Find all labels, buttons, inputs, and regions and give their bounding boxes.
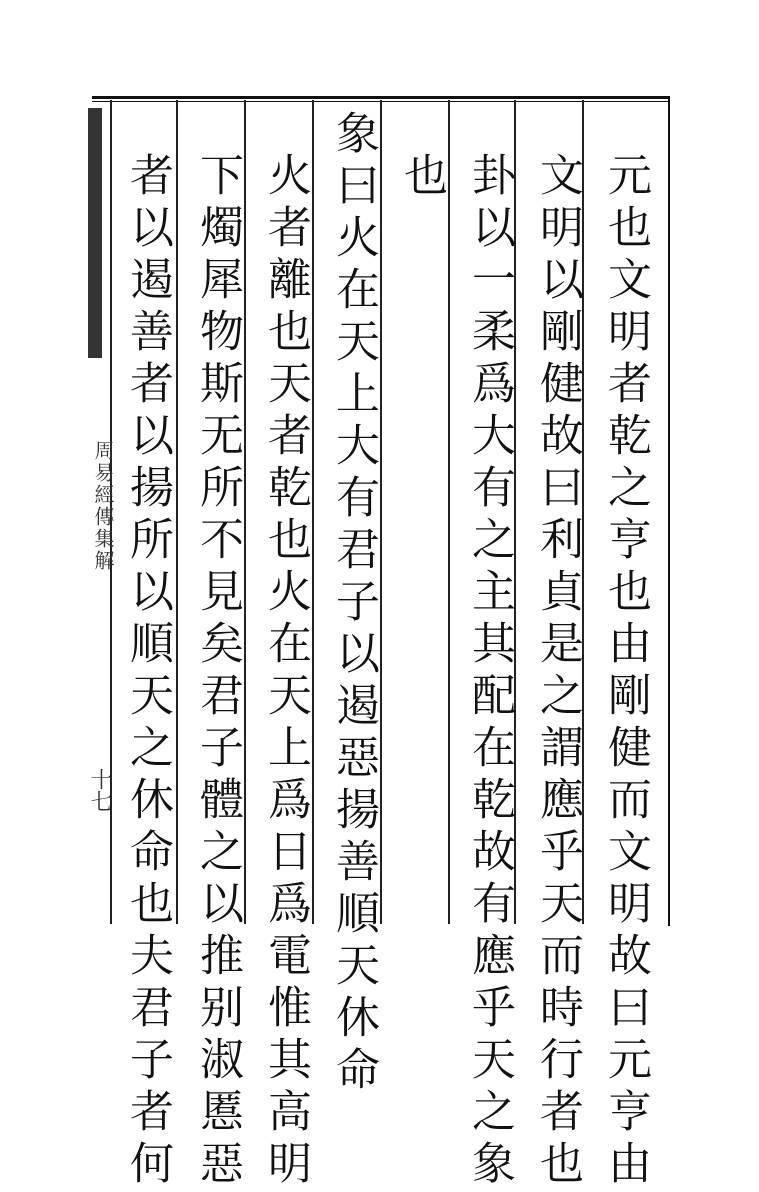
column-rule bbox=[176, 100, 178, 924]
text-column-7: 下燭犀物斯无所不見矣君子體之以推别淑慝惡 bbox=[192, 152, 243, 1192]
frame-top-border bbox=[92, 96, 670, 99]
text-column-6: 火者離也天者乾也火在天上爲日爲電惟其高明 bbox=[260, 152, 311, 1192]
frame-right-border bbox=[668, 96, 670, 926]
text-column-5: 象曰火在天上大有君子以遏惡揚善順天休命 bbox=[328, 110, 379, 1098]
column-rule bbox=[312, 100, 314, 924]
margin-book-title: 周易經傳集解 bbox=[91, 440, 115, 572]
text-column-4: 也 bbox=[396, 152, 447, 204]
column-rule bbox=[244, 100, 246, 924]
margin-page-number: 十七 bbox=[87, 768, 112, 812]
text-column-3: 卦以一柔爲大有之主其配在乾故有應乎天之象 bbox=[464, 152, 515, 1192]
column-rule bbox=[380, 100, 382, 924]
text-column-1: 元也文明者乾之亨也由剛健而文明故曰元亨由 bbox=[600, 152, 651, 1192]
margin-ink-block bbox=[88, 108, 102, 358]
text-column-2: 文明以剛健故曰利貞是之謂應乎天而時行者也 bbox=[532, 152, 583, 1192]
text-column-8: 者以遏善者以揚所以順天之休命也夫君子者何 bbox=[122, 152, 173, 1192]
column-rule bbox=[448, 100, 450, 924]
